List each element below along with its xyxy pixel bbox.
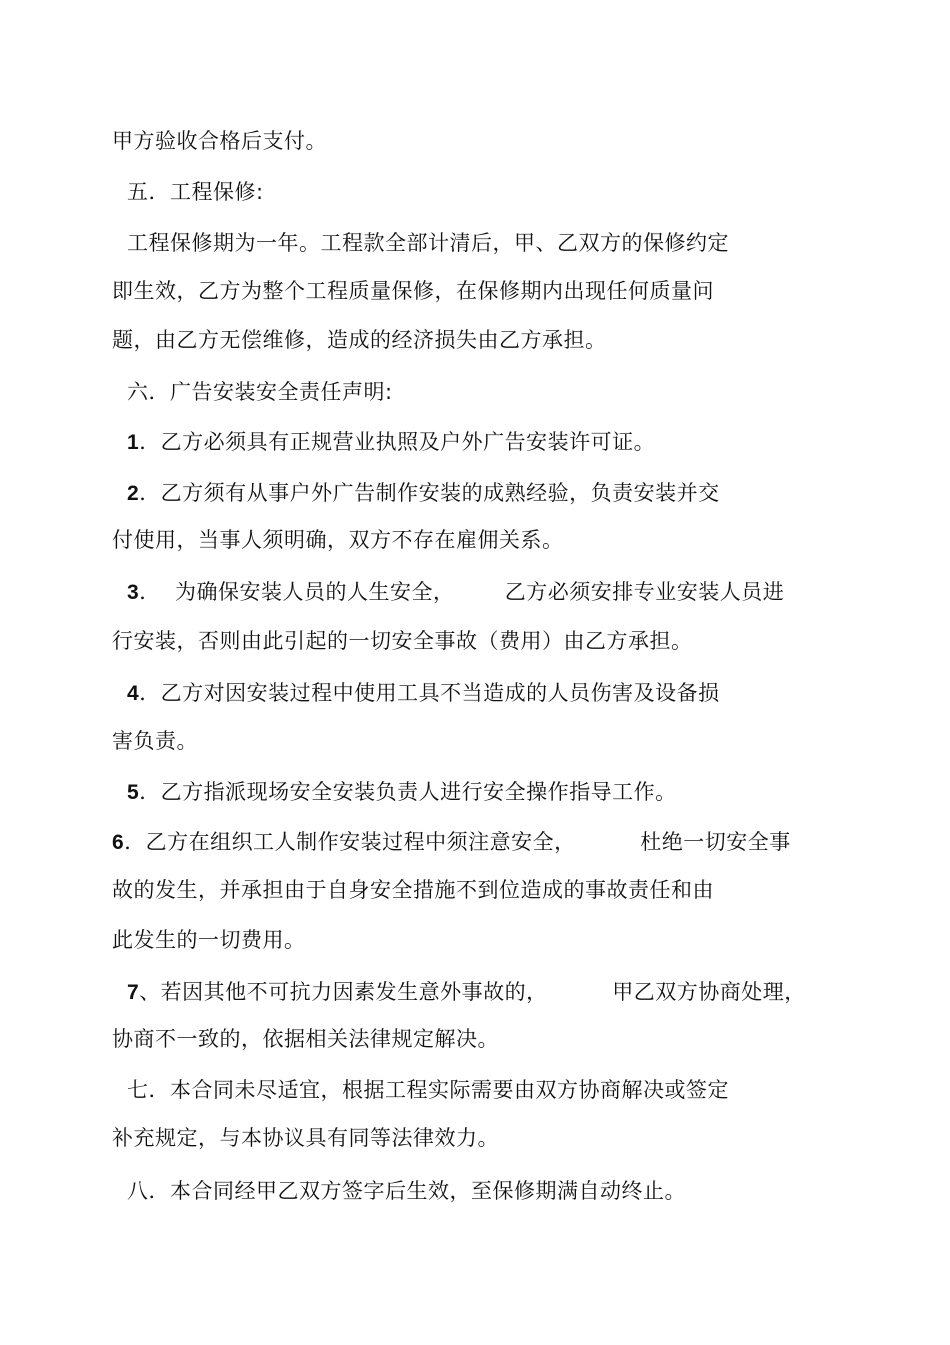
list-item: 2．乙方须有从事户外广告制作安装的成熟经验，负责安装并交 bbox=[127, 481, 720, 505]
paragraph-line: 行安装，否则由此引起的一切安全事故（费用）由乙方承担。 bbox=[112, 629, 693, 653]
paragraph-line: 工程保修期为一年。工程款全部计清后，甲、乙双方的保修约定 bbox=[127, 231, 729, 255]
section-heading: 六．广告安装安全责任声明: bbox=[127, 380, 393, 404]
list-item: 1．乙方必须具有正规营业执照及户外广告安装许可证。 bbox=[127, 430, 656, 454]
paragraph-line: 补充规定，与本协议具有同等法律效力。 bbox=[112, 1126, 499, 1150]
section-heading: 八．本合同经甲乙双方签字后生效，至保修期满自动终止。 bbox=[127, 1179, 686, 1203]
section-heading: 五．工程保修: bbox=[127, 180, 264, 204]
paragraph-line: 付使用，当事人须明确，双方不存在雇佣关系。 bbox=[112, 528, 564, 552]
list-item: 7、若因其他不可抗力因素发生意外事故的， 甲乙双方协商处理， bbox=[127, 980, 806, 1004]
list-item: 5．乙方指派现场安全安装负责人进行安全操作指导工作。 bbox=[127, 780, 677, 804]
list-number: 2 bbox=[127, 482, 140, 505]
list-number: 7 bbox=[127, 981, 140, 1004]
paragraph-line: 害负责。 bbox=[112, 729, 198, 753]
paragraph-line: 故的发生，并承担由于自身安全措施不到位造成的事故责任和由 bbox=[112, 878, 714, 902]
list-number: 4 bbox=[127, 682, 140, 705]
paragraph-line: 协商不一致的，依据相关法律规定解决。 bbox=[112, 1027, 499, 1051]
paragraph-line: 题，由乙方无偿维修，造成的经济损失由乙方承担。 bbox=[112, 328, 607, 352]
section-heading: 七．本合同未尽适宜，根据工程实际需要由双方协商解决或签定 bbox=[127, 1078, 729, 1102]
paragraph-line: 此发生的一切费用。 bbox=[112, 928, 306, 952]
list-number: 3 bbox=[127, 581, 140, 604]
list-number: 1 bbox=[127, 431, 140, 454]
paragraph-line: 即生效，乙方为整个工程质量保修，在保修期内出现任何质量问 bbox=[112, 279, 714, 303]
list-item: 4．乙方对因安装过程中使用工具不当造成的人员伤害及设备损 bbox=[127, 681, 720, 705]
list-item: 3． 为确保安装人员的人生安全， 乙方必须安排专业安装人员进 bbox=[127, 580, 785, 604]
paragraph-line: 甲方验收合格后支付。 bbox=[112, 129, 327, 153]
list-number: 6 bbox=[112, 831, 125, 854]
list-item: 6．乙方在组织工人制作安装过程中须注意安全， 杜绝一切安全事 bbox=[112, 830, 791, 854]
list-number: 5 bbox=[127, 781, 140, 804]
